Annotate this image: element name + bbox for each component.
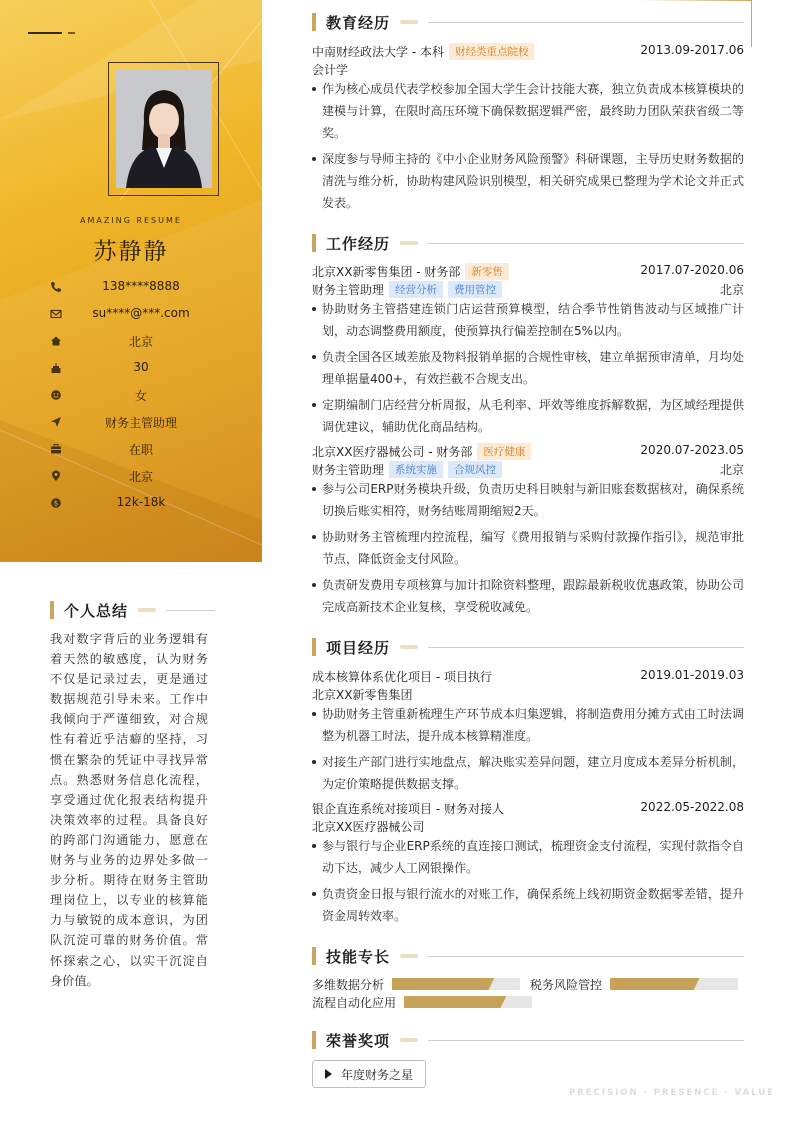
section-divider [428, 1040, 744, 1041]
section-divider [428, 243, 744, 244]
svg-text:$: $ [53, 499, 59, 508]
skill-bar [392, 978, 520, 990]
home-value: 北京 [128, 335, 153, 349]
position-value: 财务主管助理 [104, 416, 177, 430]
major: 会计学 [312, 63, 349, 77]
info-position [0, 412, 262, 432]
education-bullet: 深度参与导师主持的《中小企业财务风险预警》科研课题，主导历史财务数据的清洗与维分析，协助构建风险识别模型，相关研究成果已整理为学术论文并正式发表。 [312, 148, 744, 214]
job-bullet: 定期编制门店经营分析周报，从毛利率、坪效等维度拆解数据，为区域经理提供调优建议，辅助优化商品结构。 [312, 394, 744, 438]
skill-label: 多维数据分析 [312, 978, 385, 992]
project-org: 北京XX新零售集团 [312, 688, 413, 702]
section-pill [138, 608, 156, 612]
section-divider [428, 956, 744, 957]
skills-section-header [312, 946, 744, 966]
info-home [0, 331, 262, 351]
play-icon [325, 1069, 332, 1079]
job-bullet: 参与公司ERP财务模块升级，负责历史科目映射与新旧账套数据核对，确保系统切换后账实相符，财务结账周期缩短2天。 [312, 478, 744, 522]
skill-bar-fill [610, 978, 700, 990]
job-bullet: 负责全国各区域差旅及物料报销单据的合规性审核，建立单据预审清单，月均处理单据量400+，有效拦截不合规支出。 [312, 346, 744, 390]
work-section-header [312, 233, 744, 253]
profile-photo [116, 70, 212, 188]
project-date: 2019.01-2019.03 [640, 668, 744, 682]
job-role-row [312, 281, 744, 298]
decor-dash-small [68, 32, 75, 34]
job-role-row [312, 461, 744, 478]
info-phone [0, 277, 262, 297]
gender-icon [50, 389, 62, 401]
section-marker [312, 234, 316, 252]
summary-section-header [50, 600, 215, 620]
send-icon [50, 416, 62, 428]
location-icon [50, 470, 62, 482]
job-bullet: 协助财务主管搭建连锁门店运营预算模型，结合季节性销售波动与区域推广计划，动态调整费用额度，使预算执行偏差控制在5%以内。 [312, 298, 744, 342]
section-divider [428, 647, 744, 648]
industry-tag: 新零售 [465, 263, 509, 280]
section-marker [312, 1031, 316, 1049]
education-section-header [312, 12, 744, 32]
job-bullet: 负责研发费用专项核算与加计扣除资料整理，跟踪最新税收优惠政策，协助公司完成高新技术企业复核，享受税收减免。 [312, 574, 744, 618]
corner-decoration [751, 0, 752, 47]
honors-title: 荣誉奖项 [326, 1032, 391, 1050]
section-pill [400, 1038, 418, 1042]
project-date: 2022.05-2022.08 [640, 800, 744, 814]
project-name: 银企直连系统对接项目 - 财务对接人 [312, 802, 504, 816]
home-icon [50, 335, 62, 347]
project-org: 北京XX医疗器械公司 [312, 820, 425, 834]
resume-tagline: AMAZING RESUME [80, 216, 182, 225]
summary-text: 我对数字背后的业务逻辑有着天然的敏感度，认为财务不仅是记录过去，更是通过数据规范引导未来。工作中我倾向于严谨细致，对合规性有着近乎洁癖的坚持，习惯在繁杂的凭证中寻找异常点。熟悉财务信息化流程，享受通过优化报表结构提升决策效率的过程。具备良好的跨部门沟通能力，愿意在财务与业务的边界处多做一步分析。期待在财务主管助理岗位上，以专业的核算能力与敏锐的成本意识，为团队沉淀可靠的财务价值。常怀探索之心，以实干沉淀自身价值。 [50, 632, 208, 988]
skills-title: 技能专长 [326, 948, 391, 966]
info-email [0, 304, 262, 324]
info-location [0, 466, 262, 486]
education-date: 2013.09-2017.06 [640, 43, 744, 57]
skill-tag: 费用管控 [448, 281, 502, 298]
school-name: 中南财经政法大学 - 本科 [312, 45, 444, 59]
skill-tag: 合规风控 [448, 461, 502, 478]
project-org-row [312, 818, 744, 835]
education-bullet: 作为核心成员代表学校参加全国大学生会计技能大赛，独立负责成本核算模块的建模与计算，在限时高压环境下确保数据逻辑严密，最终助力团队荣获省级二等奖。 [312, 78, 744, 144]
phone-value: 138****8888 [102, 279, 180, 293]
skill-tag: 系统实施 [389, 461, 443, 478]
work-title: 工作经历 [326, 235, 391, 253]
skill-bar-fill [392, 978, 494, 990]
project-bullet: 协助财务主管重新梳理生产环节成本归集逻辑，将制造费用分摊方式由工时法调整为机器工时法，提升成本核算精准度。 [312, 703, 744, 747]
project-name: 成本核算体系优化项目 - 项目执行 [312, 670, 492, 684]
section-pill [400, 645, 418, 649]
job-role: 财务主管助理 [312, 283, 385, 297]
school-tag: 财经类重点院校 [449, 43, 535, 60]
project-header-row [312, 668, 744, 685]
skill-tag: 经营分析 [389, 281, 443, 298]
candidate-name: 苏静静 [93, 239, 169, 265]
section-marker [50, 601, 54, 619]
skill-bar [610, 978, 738, 990]
industry-tag: 医疗健康 [477, 443, 531, 460]
location-value: 北京 [128, 470, 153, 484]
age-value: 30 [133, 360, 149, 374]
education-major-row [312, 61, 744, 78]
email-value: su****@***.com [92, 306, 190, 320]
section-marker [312, 947, 316, 965]
job-date: 2020.07-2023.05 [640, 443, 744, 457]
profile-sidebar [0, 0, 262, 562]
job-city: 北京 [719, 283, 744, 297]
job-city: 北京 [719, 463, 744, 477]
project-org-row [312, 686, 744, 703]
project-header-row [312, 800, 744, 817]
mail-icon [50, 308, 62, 320]
job-role: 财务主管助理 [312, 463, 385, 477]
section-divider [166, 610, 215, 611]
job-header-row [312, 263, 744, 280]
info-age [0, 358, 262, 378]
section-pill [400, 241, 418, 245]
info-status [0, 439, 262, 459]
skill-label: 税务风险管控 [530, 978, 603, 992]
info-salary [0, 493, 262, 513]
project-bullet: 参与银行与企业ERP系统的直连接口测试，梳理资金支付流程，实现付款指令自动下达，减少人工网银操作。 [312, 835, 744, 879]
skill-bar-fill [404, 996, 506, 1008]
company-name: 北京XX新零售集团 - 财务部 [312, 265, 461, 279]
job-date: 2017.07-2020.06 [640, 263, 744, 277]
footer-motto: PRECISION · PRESENCE · VALUE [569, 1088, 775, 1098]
cake-icon [50, 362, 62, 374]
summary-title: 个人总结 [64, 602, 129, 620]
phone-icon [50, 281, 62, 293]
projects-section-header [312, 637, 744, 657]
skill-bar [404, 996, 532, 1008]
corner-decoration-top [640, 0, 751, 1]
section-pill [400, 20, 418, 24]
project-bullet: 负责资金日报与银行流水的对账工作，确保系统上线初期资金数据零差错，提升资金周转效率。 [312, 883, 744, 927]
project-bullet: 对接生产部门进行实地盘点，解决账实差异问题，建立月度成本差异分析机制，为定价策略提供数据支撑。 [312, 751, 744, 795]
skill-label: 流程自动化应用 [312, 996, 397, 1010]
projects-title: 项目经历 [326, 639, 391, 657]
job-bullet: 协助财务主管梳理内控流程，编写《费用报销与采购付款操作指引》，规范审批节点，降低资金支付风险。 [312, 526, 744, 570]
salary-icon [50, 497, 62, 509]
gender-value: 女 [134, 389, 147, 403]
briefcase-icon [50, 443, 62, 455]
education-title: 教育经历 [326, 14, 391, 32]
status-value: 在职 [128, 443, 153, 457]
honors-section-header [312, 1030, 744, 1050]
salary-value: 12k-18k [116, 495, 166, 509]
section-divider [428, 22, 744, 23]
section-marker [312, 638, 316, 656]
decor-dash [28, 32, 62, 34]
company-name: 北京XX医疗器械公司 - 财务部 [312, 445, 473, 459]
section-marker [312, 13, 316, 31]
job-header-row [312, 443, 744, 460]
education-header-row [312, 43, 744, 60]
honor-name: 年度财务之星 [341, 1067, 414, 1082]
info-gender [0, 385, 262, 405]
section-pill [400, 954, 418, 958]
honor-badge [312, 1060, 426, 1088]
